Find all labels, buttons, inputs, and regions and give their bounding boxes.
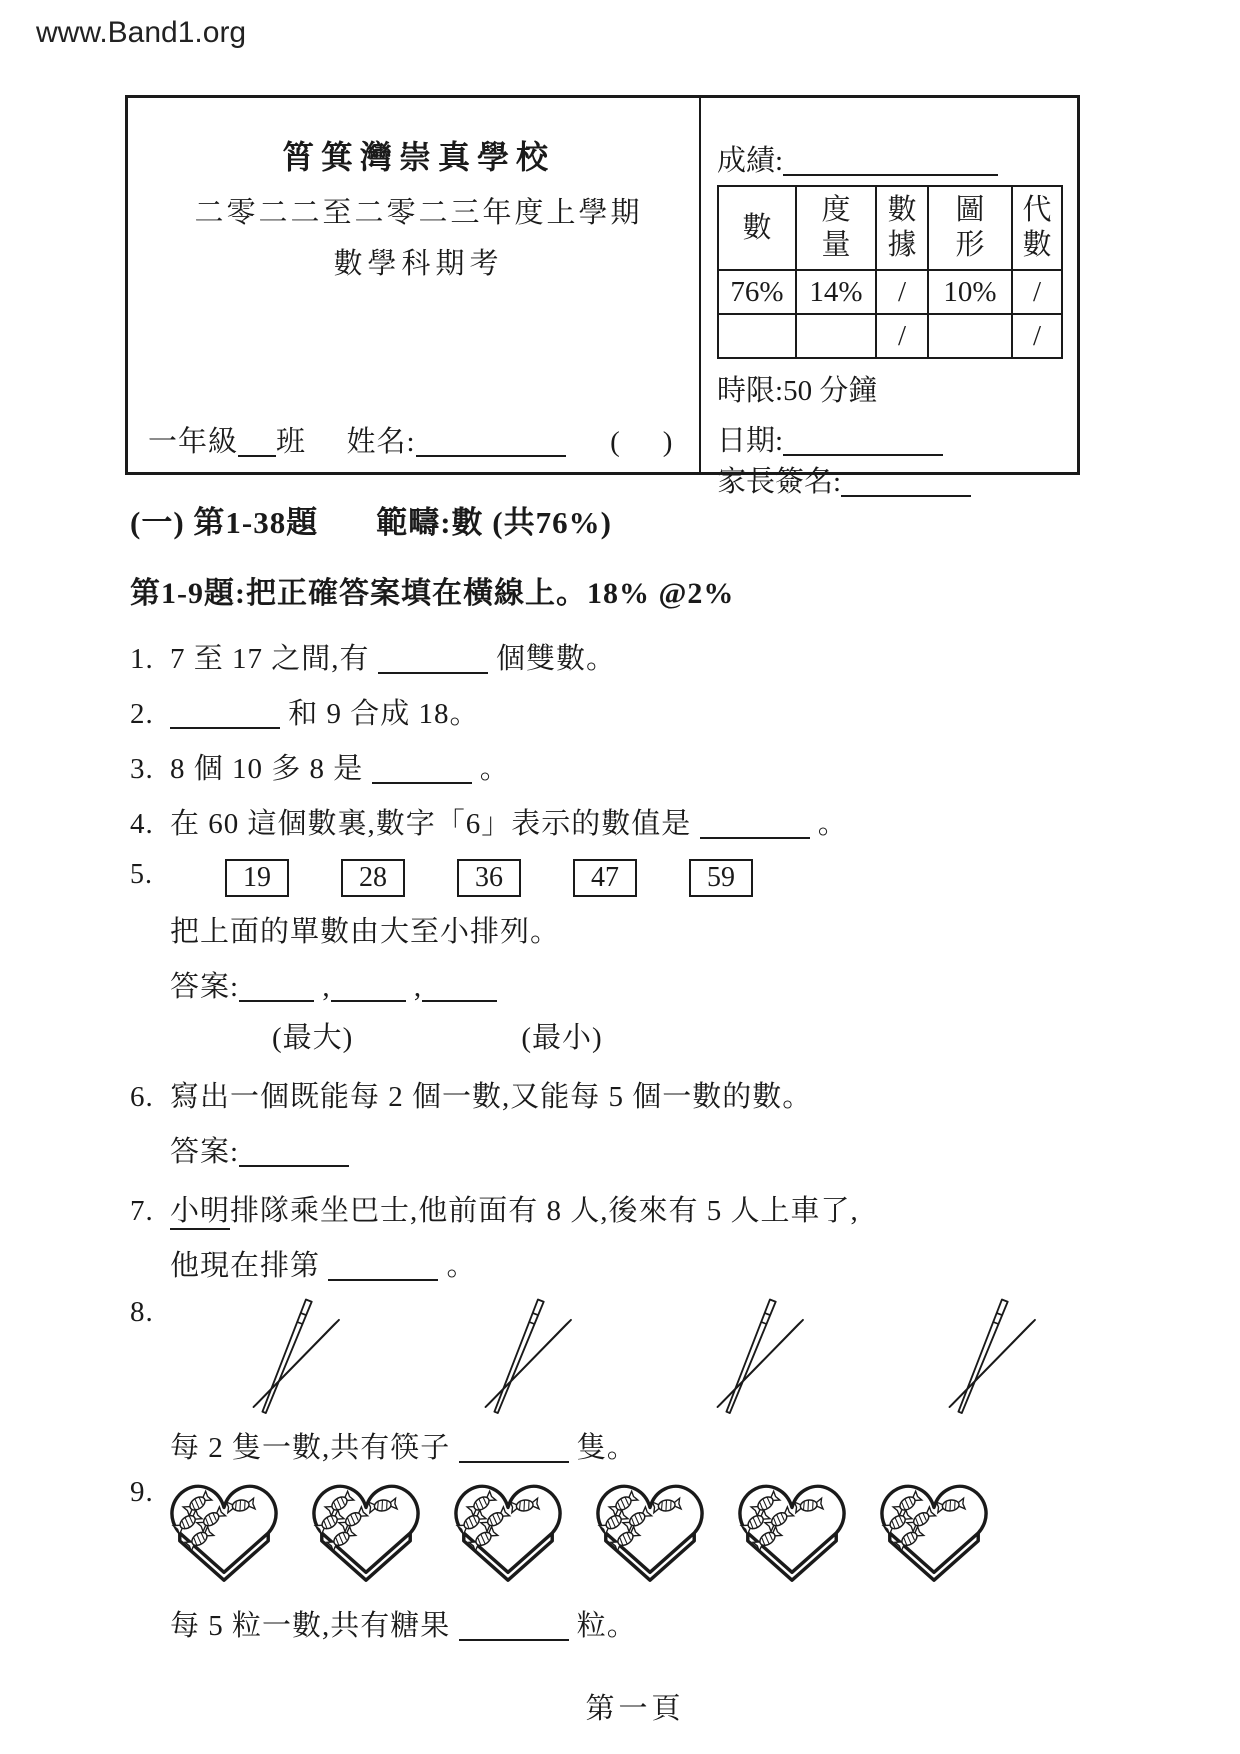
candy-heart-box-image <box>444 1476 572 1589</box>
question-5-blank-3 <box>422 970 497 1002</box>
question-1 <box>130 640 1140 679</box>
question-7-line2 <box>170 1247 1140 1286</box>
question-6-blank <box>239 1135 349 1167</box>
class-suffix: 班 <box>276 426 307 458</box>
question-5 <box>130 859 1140 897</box>
score-cell: 14% <box>796 270 876 314</box>
page-number: 第一頁 <box>585 1693 685 1726</box>
question-8 <box>130 1296 1140 1417</box>
question-5-number: 5. <box>130 858 153 890</box>
chopsticks-pair-image <box>932 1296 1072 1417</box>
number-box: 47 <box>573 859 637 897</box>
question-4-blank <box>700 807 810 839</box>
chopsticks-row <box>236 1296 1072 1417</box>
school-year: 二零二二至二零二三年度上學期 <box>194 197 643 229</box>
score-breakdown-table <box>717 185 1063 359</box>
question-7-underlined-name: 小明 <box>170 1195 230 1230</box>
school-name: 筲箕灣崇真學校 <box>281 139 555 175</box>
question-7-text-line1: 排隊乘坐巴士,他前面有 8 人,後來有 5 人上車了, <box>230 1195 859 1228</box>
date-line <box>717 418 1063 459</box>
question-3-blank <box>372 752 472 784</box>
question-8-text-post: 隻。 <box>576 1432 637 1465</box>
question-9 <box>130 1476 1140 1589</box>
question-7-number: 7. <box>130 1195 154 1228</box>
number-box: 28 <box>341 859 405 897</box>
score-cell: / <box>1012 314 1062 358</box>
candy-heart-box-image <box>302 1476 430 1589</box>
score-col-algebra: 代數 <box>1022 194 1052 261</box>
question-3-text-pre: 8 個 10 多 8 是 <box>170 753 364 786</box>
question-8-number: 8. <box>130 1296 154 1329</box>
question-5-answer-line <box>170 968 1140 1007</box>
exam-header-box <box>125 95 1080 498</box>
time-limit-value: 50 分鐘 <box>783 375 878 407</box>
candy-heart-box-image <box>870 1476 998 1589</box>
score-col-number: 數 <box>742 211 772 244</box>
question-5-instruction: 把上面的單數由大至小排列。 <box>170 915 561 948</box>
question-9-text-post: 粒。 <box>576 1610 637 1643</box>
question-1-number: 1. <box>130 643 154 675</box>
section-range: (一) 第1-38題 <box>130 505 319 540</box>
score-cell: / <box>876 314 928 358</box>
candy-heart-box-image <box>160 1476 288 1589</box>
class-blank <box>238 425 276 457</box>
score-col-data: 數據 <box>887 194 917 261</box>
question-8-text-pre: 每 2 隻一數,共有筷子 <box>170 1432 451 1465</box>
question-3-text-post: 。 <box>479 753 510 786</box>
student-no-paren-close: ) <box>662 426 674 458</box>
chopsticks-pair-image <box>700 1296 840 1417</box>
question-1-text-pre: 7 至 17 之間,有 <box>170 643 370 675</box>
question-2-blank <box>170 697 280 729</box>
exam-header-left <box>128 98 701 472</box>
exam-header-right <box>701 98 1077 498</box>
score-cell: / <box>1012 270 1062 314</box>
exam-body <box>130 497 1140 1727</box>
site-watermark: www.Band1.org <box>36 16 247 49</box>
parent-signature-blank <box>841 465 971 497</box>
min-label: (最小) <box>521 1021 603 1054</box>
question-8-caption <box>170 1425 1140 1466</box>
question-7 <box>130 1192 1140 1231</box>
number-box: 36 <box>457 859 521 897</box>
question-4 <box>130 805 1140 844</box>
score-col-measurement: 度量 <box>821 194 851 261</box>
parent-signature-line <box>717 459 1063 500</box>
score-cell <box>796 314 876 358</box>
question-2-text: 和 9 合成 18。 <box>288 698 480 731</box>
question-9-blank <box>459 1609 569 1641</box>
date-label: 日期: <box>717 425 784 457</box>
student-no-paren-open: ( <box>610 426 621 458</box>
section-one-instruction: 第1-9題:把正確答案填在橫線上。18% @2% <box>130 577 735 610</box>
time-limit-label: 時限: <box>717 375 784 407</box>
question-6 <box>130 1078 1140 1117</box>
question-7-blank <box>328 1249 438 1281</box>
comma: , <box>413 970 423 1003</box>
score-cell <box>718 314 796 358</box>
question-5-number-boxes <box>225 859 805 897</box>
score-col-shapes: 圖形 <box>955 194 985 261</box>
parent-signature-label: 家長簽名: <box>717 466 842 498</box>
max-label: (最大) <box>272 1021 354 1054</box>
candy-heart-box-image <box>728 1476 856 1589</box>
number-box: 19 <box>225 859 289 897</box>
candy-heart-box-image <box>586 1476 714 1589</box>
score-blank <box>783 144 998 176</box>
question-5-blank-2 <box>331 970 406 1002</box>
exam-title: 數學科期考 <box>333 248 504 280</box>
score-label: 成績: <box>717 145 784 177</box>
answer-label: 答案: <box>170 970 240 1003</box>
time-limit-line <box>717 368 1063 409</box>
question-7-text-line2-post: 。 <box>446 1250 477 1283</box>
question-1-text-post: 個雙數。 <box>496 643 617 675</box>
question-3 <box>130 750 1140 789</box>
class-prefix: 一年級 <box>148 426 239 458</box>
question-9-number: 9. <box>130 1476 154 1509</box>
question-9-text-pre: 每 5 粒一數,共有糖果 <box>170 1610 451 1643</box>
score-cell <box>928 314 1012 358</box>
question-7-text-line2-pre: 他現在排第 <box>170 1250 321 1283</box>
chopsticks-pair-image <box>468 1296 608 1417</box>
chopsticks-pair-image <box>236 1296 376 1417</box>
question-4-text-post: 。 <box>817 808 848 841</box>
candy-boxes-row <box>160 1476 998 1589</box>
comma: , <box>322 970 331 1003</box>
section-one-title <box>130 497 1140 542</box>
name-blank <box>416 425 566 457</box>
score-cell: / <box>876 270 928 314</box>
answer-label: 答案: <box>170 1135 240 1168</box>
question-3-number: 3. <box>130 753 154 786</box>
question-4-number: 4. <box>130 808 154 841</box>
question-1-blank <box>378 642 488 674</box>
question-6-number: 6. <box>130 1080 154 1113</box>
question-6-text: 寫出一個既能每 2 個一數,又能每 5 個一數的數。 <box>170 1080 813 1113</box>
class-name-line <box>148 419 689 460</box>
name-label: 姓名: <box>346 426 416 458</box>
question-5-minmax-labels <box>130 1015 1140 1056</box>
score-cell: 76% <box>718 270 796 314</box>
question-6-answer-line <box>170 1133 1140 1172</box>
score-line <box>717 138 1063 179</box>
question-8-blank <box>459 1431 569 1463</box>
question-5-blank-1 <box>239 970 314 1002</box>
section-domain: 範疇:數 (共76%) <box>376 505 612 540</box>
question-4-text-pre: 在 60 這個數裏,數字「6」表示的數值是 <box>170 808 692 841</box>
number-box: 59 <box>689 859 753 897</box>
question-2-number: 2. <box>130 698 154 731</box>
score-cell: 10% <box>928 270 1012 314</box>
date-blank <box>783 424 943 456</box>
question-9-caption <box>170 1603 1140 1644</box>
question-2 <box>130 695 1140 734</box>
